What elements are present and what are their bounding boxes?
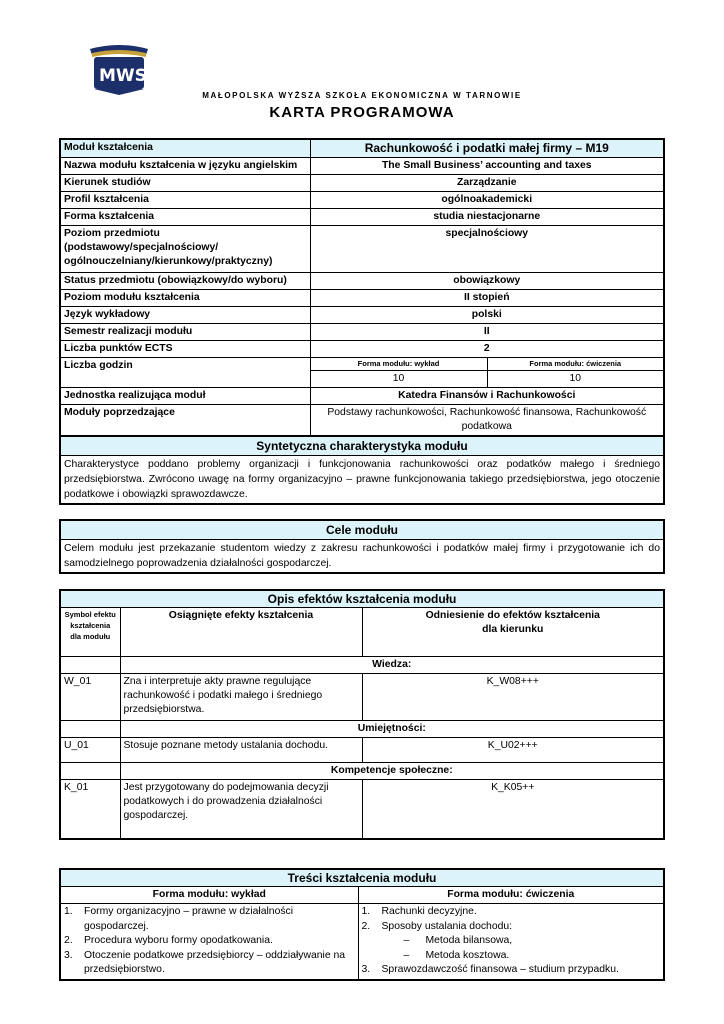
info-label: Liczba punktów ECTS [60, 341, 310, 358]
section-heading: Kompetencje społeczne: [120, 763, 664, 780]
info-label: Semestr realizacji modułu [60, 324, 310, 341]
col-ref: Odniesienie do efektów kształcenia dla kierunku [362, 608, 664, 657]
goals-section [59, 519, 665, 574]
outcome-symbol: W_01 [60, 674, 120, 721]
content-table [59, 868, 665, 981]
outcome-ref: K_K05++ [362, 780, 664, 840]
info-value: The Small Business’ accounting and taxes [310, 158, 664, 175]
outcome-ref: K_W08+++ [362, 674, 664, 721]
list-item: 3. Sprawozdawczość finansowa – studium przypadku. [361, 964, 619, 976]
hours-lecture-head: Forma modułu: wykład [310, 358, 487, 371]
prereq-value: Podstawy rachunkowości, Rachunkowość finansowa, Rachunkowość podatkowa [310, 405, 664, 437]
info-value: II stopień [310, 290, 664, 307]
info-value: II [310, 324, 664, 341]
hours-label: Liczba godzin [60, 358, 310, 388]
info-label: Kierunek studiów [60, 175, 310, 192]
list-item: 1. Formy organizacyjno – prawne w działalności gospodarczej. [64, 906, 294, 932]
info-value: polski [310, 307, 664, 324]
col-effects: Osiągnięte efekty kształcenia [120, 608, 362, 657]
synthesis-section [59, 435, 665, 505]
unit-label: Jednostka realizująca moduł [60, 388, 310, 405]
list-subitem: – Metoda kosztowa. [403, 949, 510, 961]
col-symbol: Symbol efektu kształcenia dla modułu [60, 608, 120, 657]
hours-lecture-value: 10 [310, 371, 487, 388]
info-label: Profil kształcenia [60, 192, 310, 209]
info-label: Nazwa modułu kształcenia w języku angielskim [60, 158, 310, 175]
list-item: 3. Otoczenie podatkowe przedsiębiorcy – oddziaływanie na przedsiębiorstwo. [64, 949, 346, 976]
unit-value: Katedra Finansów i Rachunkowości [310, 388, 664, 405]
info-label: Język wykładowy [60, 307, 310, 324]
content-lecture-head: Forma modułu: wykład [60, 887, 358, 904]
hours-exercise-head: Forma modułu: ćwiczenia [487, 358, 664, 371]
synthesis-title: Syntetyczna charakterystyka modułu [61, 437, 663, 456]
outcome-effect: Stosuje poznane metody ustalania dochodu. [120, 738, 362, 763]
goals-title: Cele modułu [61, 521, 663, 540]
hours-exercise-value: 10 [487, 371, 664, 388]
outcome-symbol: U_01 [60, 738, 120, 763]
section-heading: Umiejętności: [120, 721, 664, 738]
outcome-ref: K_U02+++ [362, 738, 664, 763]
module-value: Rachunkowość i podatki małej firmy – M19 [310, 139, 664, 158]
list-subitem: – Metoda bilansowa, [403, 935, 513, 947]
info-label: Status przedmiotu (obowiązkowy/do wyboru) [60, 273, 310, 290]
info-value: Zarządzanie [310, 175, 664, 192]
logo-text: MWSE [99, 66, 159, 86]
outcome-effect: Jest przygotowany do podejmowania decyzji podatkowych i do prowadzenia działalności gospodarczej. [120, 780, 362, 840]
info-value: studia niestacjonarne [310, 209, 664, 226]
university-name: MAŁOPOLSKA WYŻSZA SZKOŁA EKONOMICZNA W TARNOWIE [202, 91, 522, 100]
outcomes-title: Opis efektów kształcenia modułu [60, 590, 664, 608]
module-info-table [59, 138, 665, 437]
outcomes-table [59, 589, 665, 840]
outcome-effect: Zna i interpretuje akty prawne regulujące rachunkowość i podatki małego i średniego przedsiębiorstwa. [120, 674, 362, 721]
university-logo [88, 43, 159, 95]
module-label: Moduł kształcenia [60, 139, 310, 158]
info-label: Forma kształcenia [60, 209, 310, 226]
section-heading: Wiedza: [120, 657, 664, 674]
info-value: obowiązkowy [310, 273, 664, 290]
synthesis-text: Charakterystyce poddano problemy organizacji i funkcjonowania rachunkowości oraz podatków małego i średniego przedsiębiorstwa. Zwrócono uwagę na formy organizacyjno – prawne funkcjonowania takiego przedsiębiorstwa, jego otoczenie podatkowe i obowiązki sprawozdawcze. [64, 459, 660, 500]
list-item: 2. Procedura wyboru formy opodatkowania. [64, 935, 273, 947]
prereq-label: Moduły poprzedzające [60, 405, 310, 437]
goals-text: Celem modułu jest przekazanie studentom wiedzy z zakresu rachunkowości i podatków małej firmy i przygotowanie ich do samodzielnego poprowadzenia działalności gospodarczej. [64, 543, 660, 569]
info-label: Poziom modułu kształcenia [60, 290, 310, 307]
document-title: KARTA PROGRAMOWA [269, 104, 455, 121]
info-value: specjalnościowy [310, 226, 664, 273]
content-exercise-head: Forma modułu: ćwiczenia [358, 887, 664, 904]
info-value: ogólnoakademicki [310, 192, 664, 209]
list-item: 2. Sposoby ustalania dochodu: [361, 920, 513, 932]
lecture-list [64, 905, 355, 978]
list-item: 1. Rachunki decyzyjne. [361, 906, 477, 917]
outcome-symbol: K_01 [60, 780, 120, 840]
content-title: Treści kształcenia modułu [60, 869, 664, 887]
info-value: 2 [310, 341, 664, 358]
info-label: Poziom przedmiotu (podstawowy/specjalnościowy/ ogólnouczelniany/kierunkowy/praktyczny) [60, 226, 310, 273]
exercise-list [362, 905, 661, 978]
